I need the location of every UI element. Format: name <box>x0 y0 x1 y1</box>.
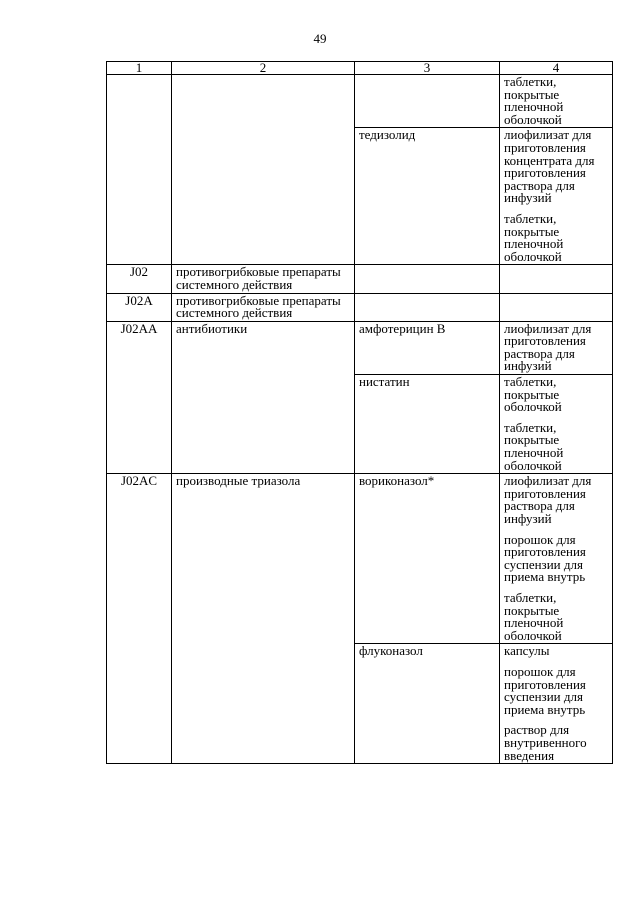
anatomical-group-cell <box>172 75 355 265</box>
atc-code-cell: J02AA <box>107 321 172 474</box>
anatomical-group-cell: противогрибковые препараты системного действия <box>172 265 355 293</box>
table-row <box>107 293 613 321</box>
dosage-forms-cell <box>500 293 613 321</box>
column-number-3: 3 <box>355 62 500 75</box>
dosage-form: порошок для приготовления суспензии для приема внутрь <box>504 663 586 717</box>
table-row <box>107 265 613 293</box>
dosage-forms-cell <box>500 75 613 128</box>
drug-name-cell: флуконазол <box>355 644 500 764</box>
drug-name-cell: нистатин <box>355 375 500 474</box>
atc-code-cell: J02 <box>107 265 172 293</box>
page-number: 49 <box>313 31 327 46</box>
drug-name-cell: вориконазол* <box>355 474 500 644</box>
anatomical-group-cell: антибиотики <box>172 321 355 474</box>
table-body <box>107 75 613 764</box>
dosage-form: лиофилизат для приготовления концентрата для приготовления раствора для инфузий <box>504 127 595 206</box>
dosage-form: таблетки, покрытые пленочной оболочкой <box>504 589 564 643</box>
dosage-form: таблетки, покрытые оболочкой <box>504 374 562 415</box>
dosage-forms-cell <box>500 321 613 374</box>
dosage-form: таблетки, покрытые пленочной оболочкой <box>504 74 564 127</box>
drug-name-cell <box>355 265 500 293</box>
atc-code-cell: J02A <box>107 293 172 321</box>
table-row <box>107 474 613 644</box>
drug-name-cell <box>355 293 500 321</box>
dosage-form: лиофилизат для приготовления раствора для инфузий <box>504 320 592 374</box>
column-number-1: 1 <box>107 62 172 75</box>
table-row <box>107 75 613 128</box>
column-number-4: 4 <box>500 62 613 75</box>
table-row <box>107 321 613 374</box>
atc-code-cell <box>107 75 172 265</box>
dosage-form: таблетки, покрытые пленочной оболочкой <box>504 419 564 473</box>
column-number-2: 2 <box>172 62 355 75</box>
dosage-form: раствор для внутривенного введения <box>504 722 587 763</box>
dosage-form: порошок для приготовления суспензии для приема внутрь <box>504 531 586 585</box>
dosage-forms-cell <box>500 474 613 644</box>
dosage-forms-cell <box>500 375 613 474</box>
table-header-row <box>107 62 613 75</box>
dosage-form: таблетки, покрытые пленочной оболочкой <box>504 210 564 264</box>
atc-code-cell: J02AC <box>107 474 172 764</box>
dosage-form: капсулы <box>504 643 550 659</box>
dosage-forms-cell <box>500 265 613 293</box>
anatomical-group-cell: противогрибковые препараты системного действия <box>172 293 355 321</box>
drug-name-cell: амфотерицин В <box>355 321 500 374</box>
drug-name-cell: тедизолид <box>355 128 500 265</box>
dosage-form: лиофилизат для приготовления раствора для инфузий <box>504 473 592 526</box>
drug-name-cell <box>355 75 500 128</box>
dosage-forms-cell <box>500 128 613 265</box>
anatomical-group-cell: производные триазола <box>172 474 355 764</box>
drug-list-table <box>106 61 613 764</box>
dosage-forms-cell <box>500 644 613 764</box>
